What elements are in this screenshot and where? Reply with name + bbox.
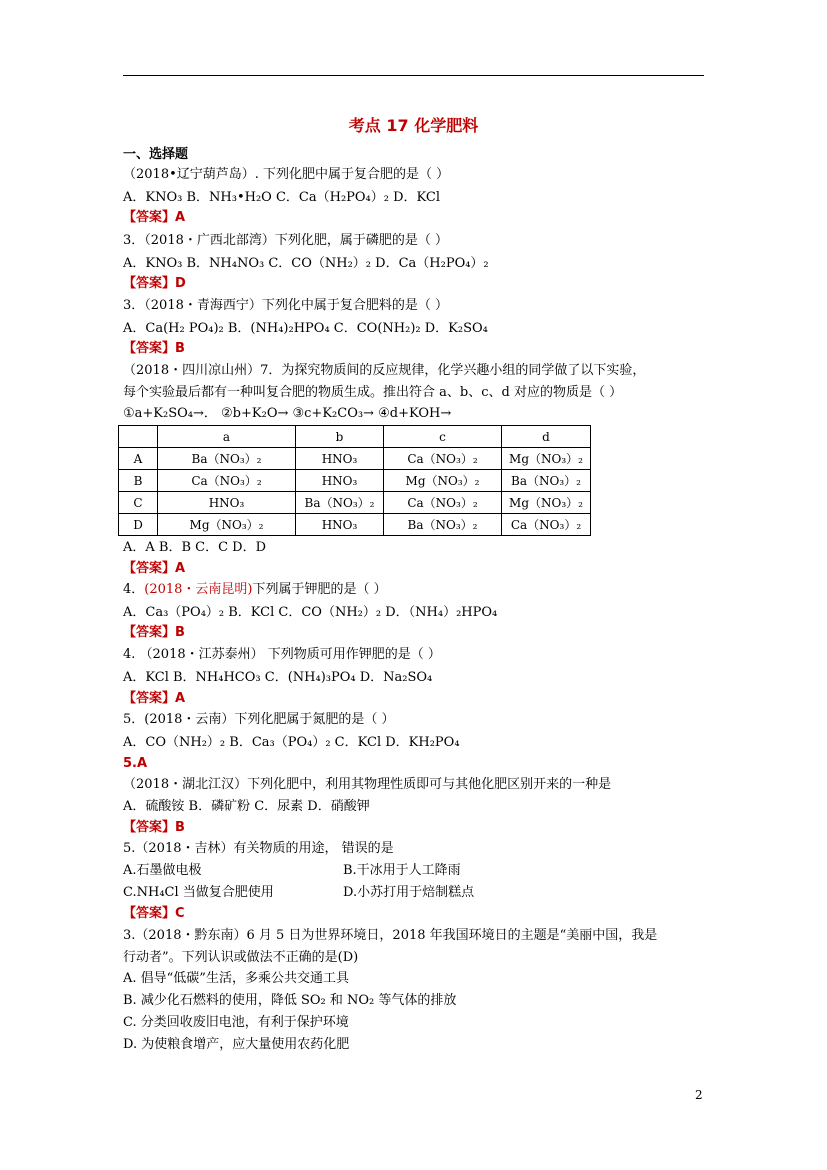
q10-stem-line1: 3.（2018・黔东南）6 月 5 日为世界环境日，2018 年我国环境日的主题是“美丽中国，我是 xyxy=(123,928,658,943)
q3-answer xyxy=(123,340,185,358)
q5-answer xyxy=(123,624,185,642)
table-cell: C xyxy=(119,492,158,514)
q10-option-b: B. 减少化石燃料的使用，降低 SO₂ 和 NO₂ 等气体的排放 xyxy=(123,993,457,1008)
table-header-cell: d xyxy=(502,426,591,448)
q7-options: A．CO（NH₂）₂ B．Ca₃（PO₄）₂ C．KCl D．KH₂PO₄ xyxy=(123,735,460,750)
table-cell: A xyxy=(119,448,158,470)
q10-stem-line2: 行动者”。下列认识或做法不正确的是(D) xyxy=(123,950,359,965)
q4-answer xyxy=(123,560,185,578)
q2-stem: 3．（2018・广西北部湾）下列化肥，属于磷肥的是（ ） xyxy=(123,233,448,248)
section-heading: 一、选择题 xyxy=(123,147,189,162)
table-header-cell: a xyxy=(158,426,296,448)
answer-value: B xyxy=(175,625,185,640)
answer-value: C xyxy=(175,906,185,921)
q6-answer xyxy=(123,690,185,708)
table-cell: Mg（NO₃）₂ xyxy=(502,448,591,470)
answer-label: 【答案】 xyxy=(123,625,176,640)
header-rule xyxy=(123,75,704,76)
q6-stem: 4. （2018・江苏泰州） 下列物质可用作钾肥的是（ ） xyxy=(123,647,441,662)
table-cell: Mg（NO₃）₂ xyxy=(502,492,591,514)
table-cell: B xyxy=(119,470,158,492)
table-cell: HNO₃ xyxy=(296,470,384,492)
q8-options: A．硫酸铵 B．磷矿粉 C．尿素 D．硝酸钾 xyxy=(123,799,370,814)
answer-label: 【答案】 xyxy=(123,210,176,225)
answer-label: 【答案】 xyxy=(123,276,176,291)
q4-table xyxy=(118,425,591,536)
q1-options: A．KNO₃ B．NH₃•H₂O C．Ca（H₂PO₄）₂ D．KCl xyxy=(123,190,441,205)
question-source: (2018・云南昆明) xyxy=(144,582,253,597)
table-header-cell: b xyxy=(296,426,384,448)
answer-label: 【答案】 xyxy=(123,906,176,921)
answer-label: 【答案】 xyxy=(123,691,176,706)
q4-stem-line1: （2018・四川凉山州）7．为探究物质间的反应规律，化学兴趣小组的同学做了以下实验， xyxy=(123,363,646,378)
q7-stem: 5．(2018・云南）下列化肥属于氮肥的是（ ） xyxy=(123,712,395,727)
table-header-cell: c xyxy=(384,426,502,448)
answer-value: D xyxy=(175,276,186,291)
q2-options: A．KNO₃ B．NH₄NO₃ C．CO（NH₂）₂ D．Ca（H₂PO₄）₂ xyxy=(123,256,489,271)
q10-option-a: A. 倡导“低碳”生活，多乘公共交通工具 xyxy=(123,971,349,986)
q8-answer xyxy=(123,819,185,837)
table-cell: Ca（NO₃）₂ xyxy=(158,470,296,492)
q4-options: A．A B．B C．C D．D xyxy=(123,540,267,555)
q3-stem: 3．（2018・青海西宁）下列化中属于复合肥料的是（ ） xyxy=(123,298,448,313)
table-cell: Ca（NO₃）₂ xyxy=(384,448,502,470)
table-cell: Mg（NO₃）₂ xyxy=(384,470,502,492)
answer-label: 【答案】 xyxy=(123,820,176,835)
answer-label: 【答案】 xyxy=(123,341,176,356)
answer-value: B xyxy=(175,820,185,835)
q4-reactions: ①a+K₂SO₄→． ②b+K₂O→ ③c+K₂CO₃→ ④d+KOH→ xyxy=(123,406,452,421)
q6-options: A．KCl B．NH₄HCO₃ C．(NH₄)₃PO₄ D．Na₂SO₄ xyxy=(123,670,433,685)
q10-option-c: C. 分类回收废旧电池，有利于保护环境 xyxy=(123,1015,349,1030)
table-row xyxy=(119,514,591,536)
q5-options: A．Ca₃（PO₄）₂ B．KCl C．CO（NH₂）₂ D．（NH₄）₂HPO₄ xyxy=(123,605,498,620)
page-title: 考点 17 化学肥料 xyxy=(348,116,479,135)
q1-answer xyxy=(123,209,185,227)
answer-value: A xyxy=(175,561,186,576)
q7-answer: 5.A xyxy=(123,756,148,771)
table-row xyxy=(119,448,591,470)
q3-options: A．Ca(H₂ PO₄)₂ B．(NH₄)₂HPO₄ C．CO(NH₂)₂ D．K₂SO₄ xyxy=(123,321,488,336)
table-header-row xyxy=(119,426,591,448)
table-cell: HNO₃ xyxy=(296,514,384,536)
q10-option-d: D. 为使粮食增产，应大量使用农药化肥 xyxy=(123,1037,350,1052)
q4-stem-line2: 每个实验最后都有一种叫复合肥的物质生成。推出符合 a、b、c、d 对应的物质是（ ） xyxy=(123,385,623,400)
question-number: 4． xyxy=(123,582,145,597)
q1-stem: （2018•辽宁葫芦岛）. 下列化肥中属于复合肥的是（ ） xyxy=(123,167,450,182)
q9-option-b: B.干冰用于人工降雨 xyxy=(343,863,461,878)
table-cell: Ba（NO₃）₂ xyxy=(502,470,591,492)
table-row xyxy=(119,492,591,514)
table-cell: HNO₃ xyxy=(158,492,296,514)
q9-option-d: D.小苏打用于焙制糕点 xyxy=(343,885,475,900)
table-row xyxy=(119,470,591,492)
table-cell: Ba（NO₃）₂ xyxy=(296,492,384,514)
question-text: 下列属于钾肥的是（ ） xyxy=(252,582,387,597)
table-cell: Ca（NO₃）₂ xyxy=(384,492,502,514)
page-number: 2 xyxy=(695,1088,703,1102)
table-header-cell xyxy=(119,426,158,448)
q2-answer xyxy=(123,275,186,293)
table-cell: Ba（NO₃）₂ xyxy=(158,448,296,470)
q9-stem: 5.（2018・吉林）有关物质的用途， 错误的是 xyxy=(123,841,394,856)
answer-value: B xyxy=(175,341,185,356)
q9-option-c: C.NH₄Cl 当做复合肥使用 xyxy=(123,885,274,900)
q9-answer xyxy=(123,905,185,923)
table-cell: Ca（NO₃）₂ xyxy=(502,514,591,536)
table-cell: D xyxy=(119,514,158,536)
answer-value: A xyxy=(175,210,186,225)
answer-label: 【答案】 xyxy=(123,561,176,576)
q8-stem: （2018・湖北江汉）下列化肥中，利用其物理性质即可与其他化肥区别开来的一种是 xyxy=(123,777,612,792)
table-cell: Ba（NO₃）₂ xyxy=(384,514,502,536)
answer-value: A xyxy=(175,691,186,706)
q5-stem xyxy=(123,581,387,599)
q9-option-a: A.石墨做电极 xyxy=(123,863,202,878)
table-cell: HNO₃ xyxy=(296,448,384,470)
table-cell: Mg（NO₃）₂ xyxy=(158,514,296,536)
